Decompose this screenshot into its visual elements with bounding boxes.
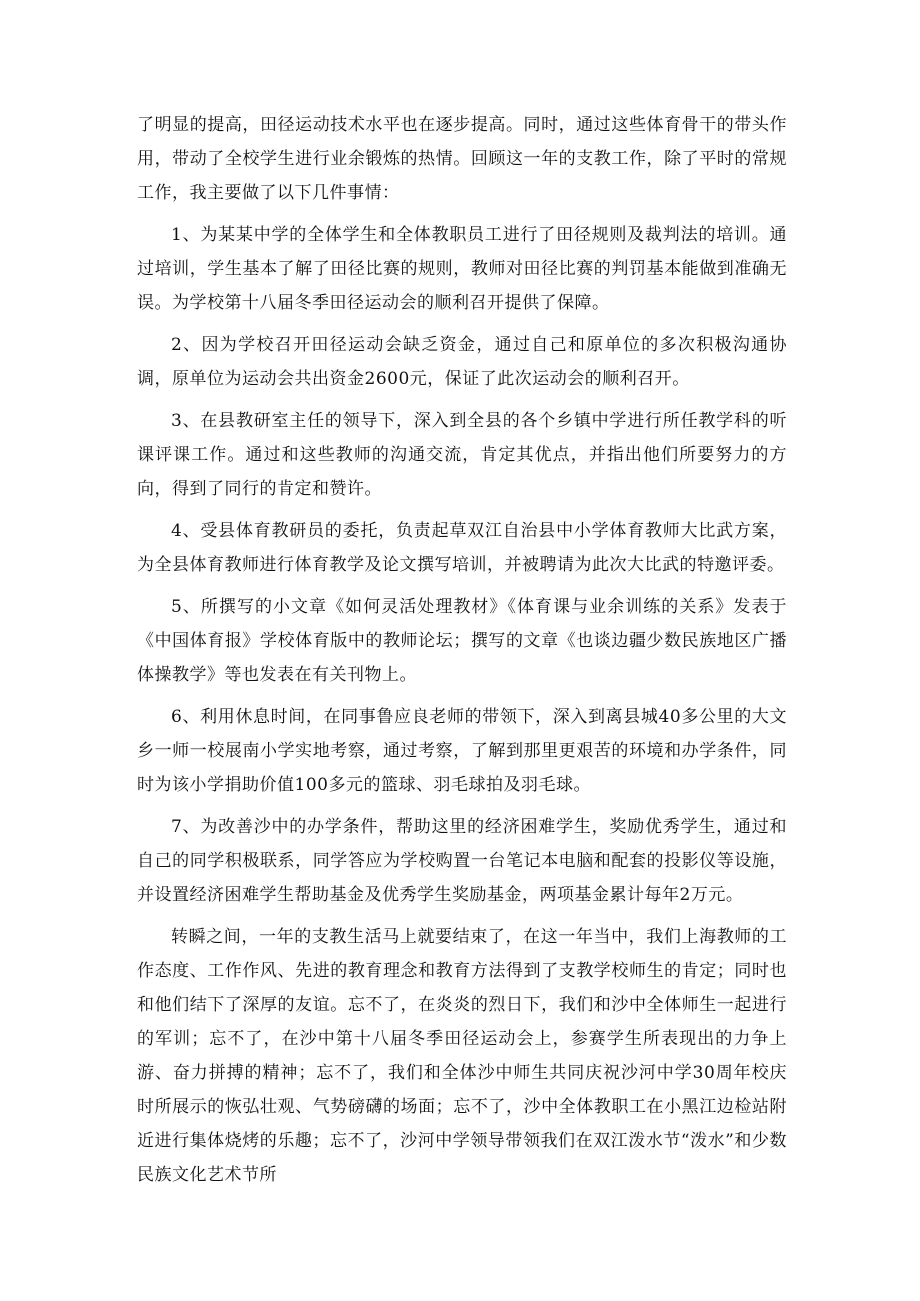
paragraph-item-5: 5、所撰写的小文章《如何灵活处理教材》《体育课与业余训练的关系》发表于《中国体育报》学校体育版中的教师论坛；撰写的文章《也谈边疆少数民族地区广播体操教学》等也发表在有关刊物上。: [137, 597, 787, 685]
paragraph-item-4: 4、受县体育教研员的委托，负责起草双江自治县中小学体育教师大比武方案，为全县体育教师进行体育教学及论文撰写培训，并被聘请为此次大比武的特邀评委。: [137, 521, 787, 575]
paragraph-reflection: 转瞬之间，一年的支教生活马上就要结束了，在这一年当中，我们上海教师的工作态度、工作作风、先进的教育理念和教育方法得到了支教学校师生的肯定；同时也和他们结下了深厚的友谊。忘不了，在炎炎的烈日下，我们和沙中全体师生一起进行的军训；忘不了，在沙中第十八届冬季田径运动会上，参赛学生所表现出的力争上游、奋力拼搏的精神；忘不了，我们和全体沙中师生共同庆祝沙河中学30周年校庆时所展示的恢弘壮观、气势磅礴的场面；忘不了，沙中全体教职工在小黑江边检站附近进行集体烧烤的乐趣；忘不了，沙河中学领导带领我们在双江泼水节“泼水”和少数民族文化艺术节所: [137, 927, 787, 1185]
paragraph-item-3: 3、在县教研室主任的领导下，深入到全县的各个乡镇中学进行所任教学科的听课评课工作。通过和这些教师的沟通交流，肯定其优点，并指出他们所要努力的方向，得到了同行的肯定和赞许。: [137, 411, 787, 499]
paragraph-item-6: 6、利用休息时间，在同事鲁应良老师的带领下，深入到离县城40多公里的大文乡一师一校展南小学实地考察，通过考察，了解到那里更艰苦的环境和办学条件，同时为该小学捐助价值100多元的篮球、羽毛球拍及羽毛球。: [137, 707, 787, 795]
paragraph-continuation: 了明显的提高，田径运动技术水平也在逐步提高。同时，通过这些体育骨干的带头作用，带动了全校学生进行业余锻炼的热情。回顾这一年的支教工作，除了平时的常规工作，我主要做了以下几件事情：: [137, 115, 787, 203]
document-body: [137, 108, 787, 1200]
paragraph-item-2: 2、因为学校召开田径运动会缺乏资金，通过自己和原单位的多次积极沟通协调，原单位为运动会共出资金2600元，保证了此次运动会的顺利召开。: [137, 335, 787, 389]
paragraph-item-1: 1、为某某中学的全体学生和全体教职员工进行了田径规则及裁判法的培训。通过培训，学生基本了解了田径比赛的规则，教师对田径比赛的判罚基本能做到准确无误。为学校第十八届冬季田径运动会的顺利召开提供了保障。: [137, 225, 787, 313]
paragraph-item-7: 7、为改善沙中的办学条件，帮助这里的经济困难学生，奖励优秀学生，通过和自己的同学积极联系，同学答应为学校购置一台笔记本电脑和配套的投影仪等设施，并设置经济困难学生帮助基金及优秀学生奖励基金，两项基金累计每年2万元。: [137, 817, 787, 905]
